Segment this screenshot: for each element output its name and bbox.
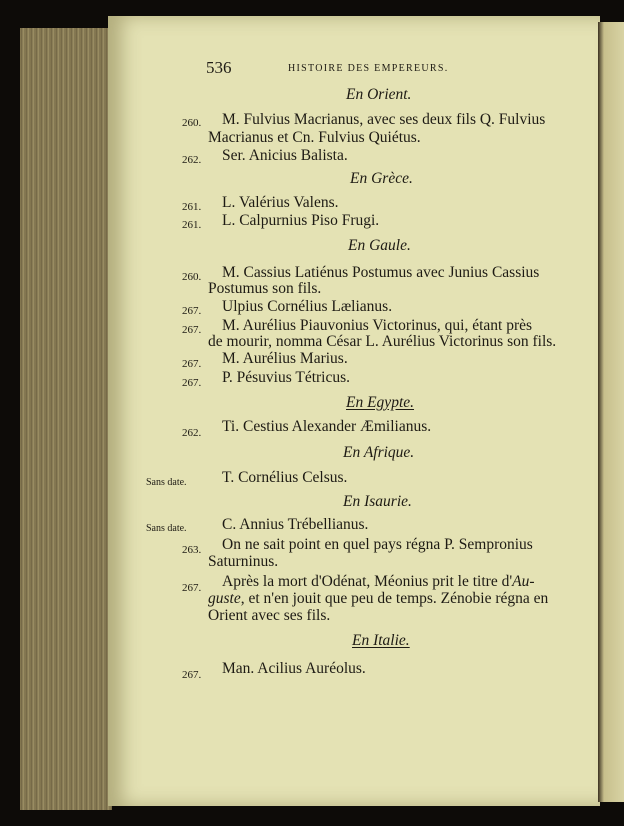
page-number: 536: [206, 58, 232, 77]
facing-page-edge: [598, 22, 624, 802]
entry-year: Sans date.: [146, 477, 187, 488]
section-heading-gaule: En Gaule.: [348, 237, 411, 254]
entry-line: Ti. Cestius Alexander Æmilianus.: [222, 418, 432, 435]
entry-line: Man. Acilius Auréolus.: [222, 660, 366, 677]
entry-line: M. Cassius Latiénus Postumus avec Junius Cassius: [222, 264, 540, 281]
entry-text: , et n'en jouit que peu de temps. Zénobie régna en: [240, 590, 549, 607]
entry-line: de mourir, nomma César L. Aurélius Victorinus son fils.: [208, 333, 557, 350]
entry-year: 267.: [182, 324, 202, 336]
entry-line: Ulpius Cornélius Lælianus.: [222, 298, 393, 315]
entry-line: Ser. Anicius Balista.: [222, 147, 348, 164]
entry-year: 260.: [182, 271, 202, 283]
entry-line: Saturninus.: [208, 553, 279, 570]
section-heading-egypte: [346, 394, 414, 412]
entry-year: 267.: [182, 358, 202, 370]
entry-year: 261.: [182, 219, 202, 231]
entry-line: Macrianus et Cn. Fulvius Quiétus.: [208, 129, 421, 146]
entry-line: M. Fulvius Macrianus, avec ses deux fils Q. Fulvius: [222, 111, 546, 128]
entry-year: 260.: [182, 117, 202, 129]
entry-line: M. Aurélius Piauvonius Victorinus, qui, étant près: [222, 317, 533, 334]
entry-year: 267.: [182, 305, 202, 317]
entry-year: 267.: [182, 669, 202, 681]
entry-year: 263.: [182, 544, 202, 556]
entry-year: 262.: [182, 154, 202, 166]
entry-italic-text: guste: [208, 590, 241, 607]
section-heading-grece: En Grèce.: [350, 170, 413, 187]
entry-line: M. Aurélius Marius.: [222, 350, 348, 367]
entry-line: L. Calpurnius Piso Frugi.: [222, 212, 380, 229]
running-title: HISTOIRE DES EMPEREURS.: [288, 63, 449, 74]
entry-text: Après la mort d'Odénat, Méonius prit le titre d': [222, 573, 513, 590]
section-heading-afrique: En Afrique.: [343, 444, 415, 461]
entry-year: 267.: [182, 377, 202, 389]
entry-year: 261.: [182, 201, 202, 213]
book-page-edges: [20, 28, 112, 810]
page-header: [206, 58, 468, 78]
entry-line: T. Cornélius Celsus.: [222, 469, 348, 486]
entry-line: On ne sait point en quel pays régna P. Sempronius: [222, 536, 533, 553]
entry-line: P. Pésuvius Tétricus.: [222, 369, 351, 386]
entry-line: C. Annius Trébellianus.: [222, 516, 369, 533]
entry-line: [222, 573, 535, 591]
entry-year: Sans date.: [146, 523, 187, 534]
section-heading-italie-text: En Italie.: [352, 632, 410, 649]
entry-italic-text: Au-: [512, 573, 535, 590]
entry-year: 267.: [182, 582, 202, 594]
section-heading-egypte-text: En Egypte.: [346, 394, 415, 411]
entry-line: [208, 590, 548, 608]
entry-year: 262.: [182, 427, 202, 439]
section-heading-orient: En Orient.: [346, 86, 412, 103]
entry-line: Orient avec ses fils.: [208, 607, 331, 624]
section-heading-isaurie: En Isaurie.: [343, 493, 412, 510]
entry-line: Postumus son fils.: [208, 280, 322, 297]
entry-line: L. Valérius Valens.: [222, 194, 339, 211]
section-heading-italie: [352, 632, 410, 650]
